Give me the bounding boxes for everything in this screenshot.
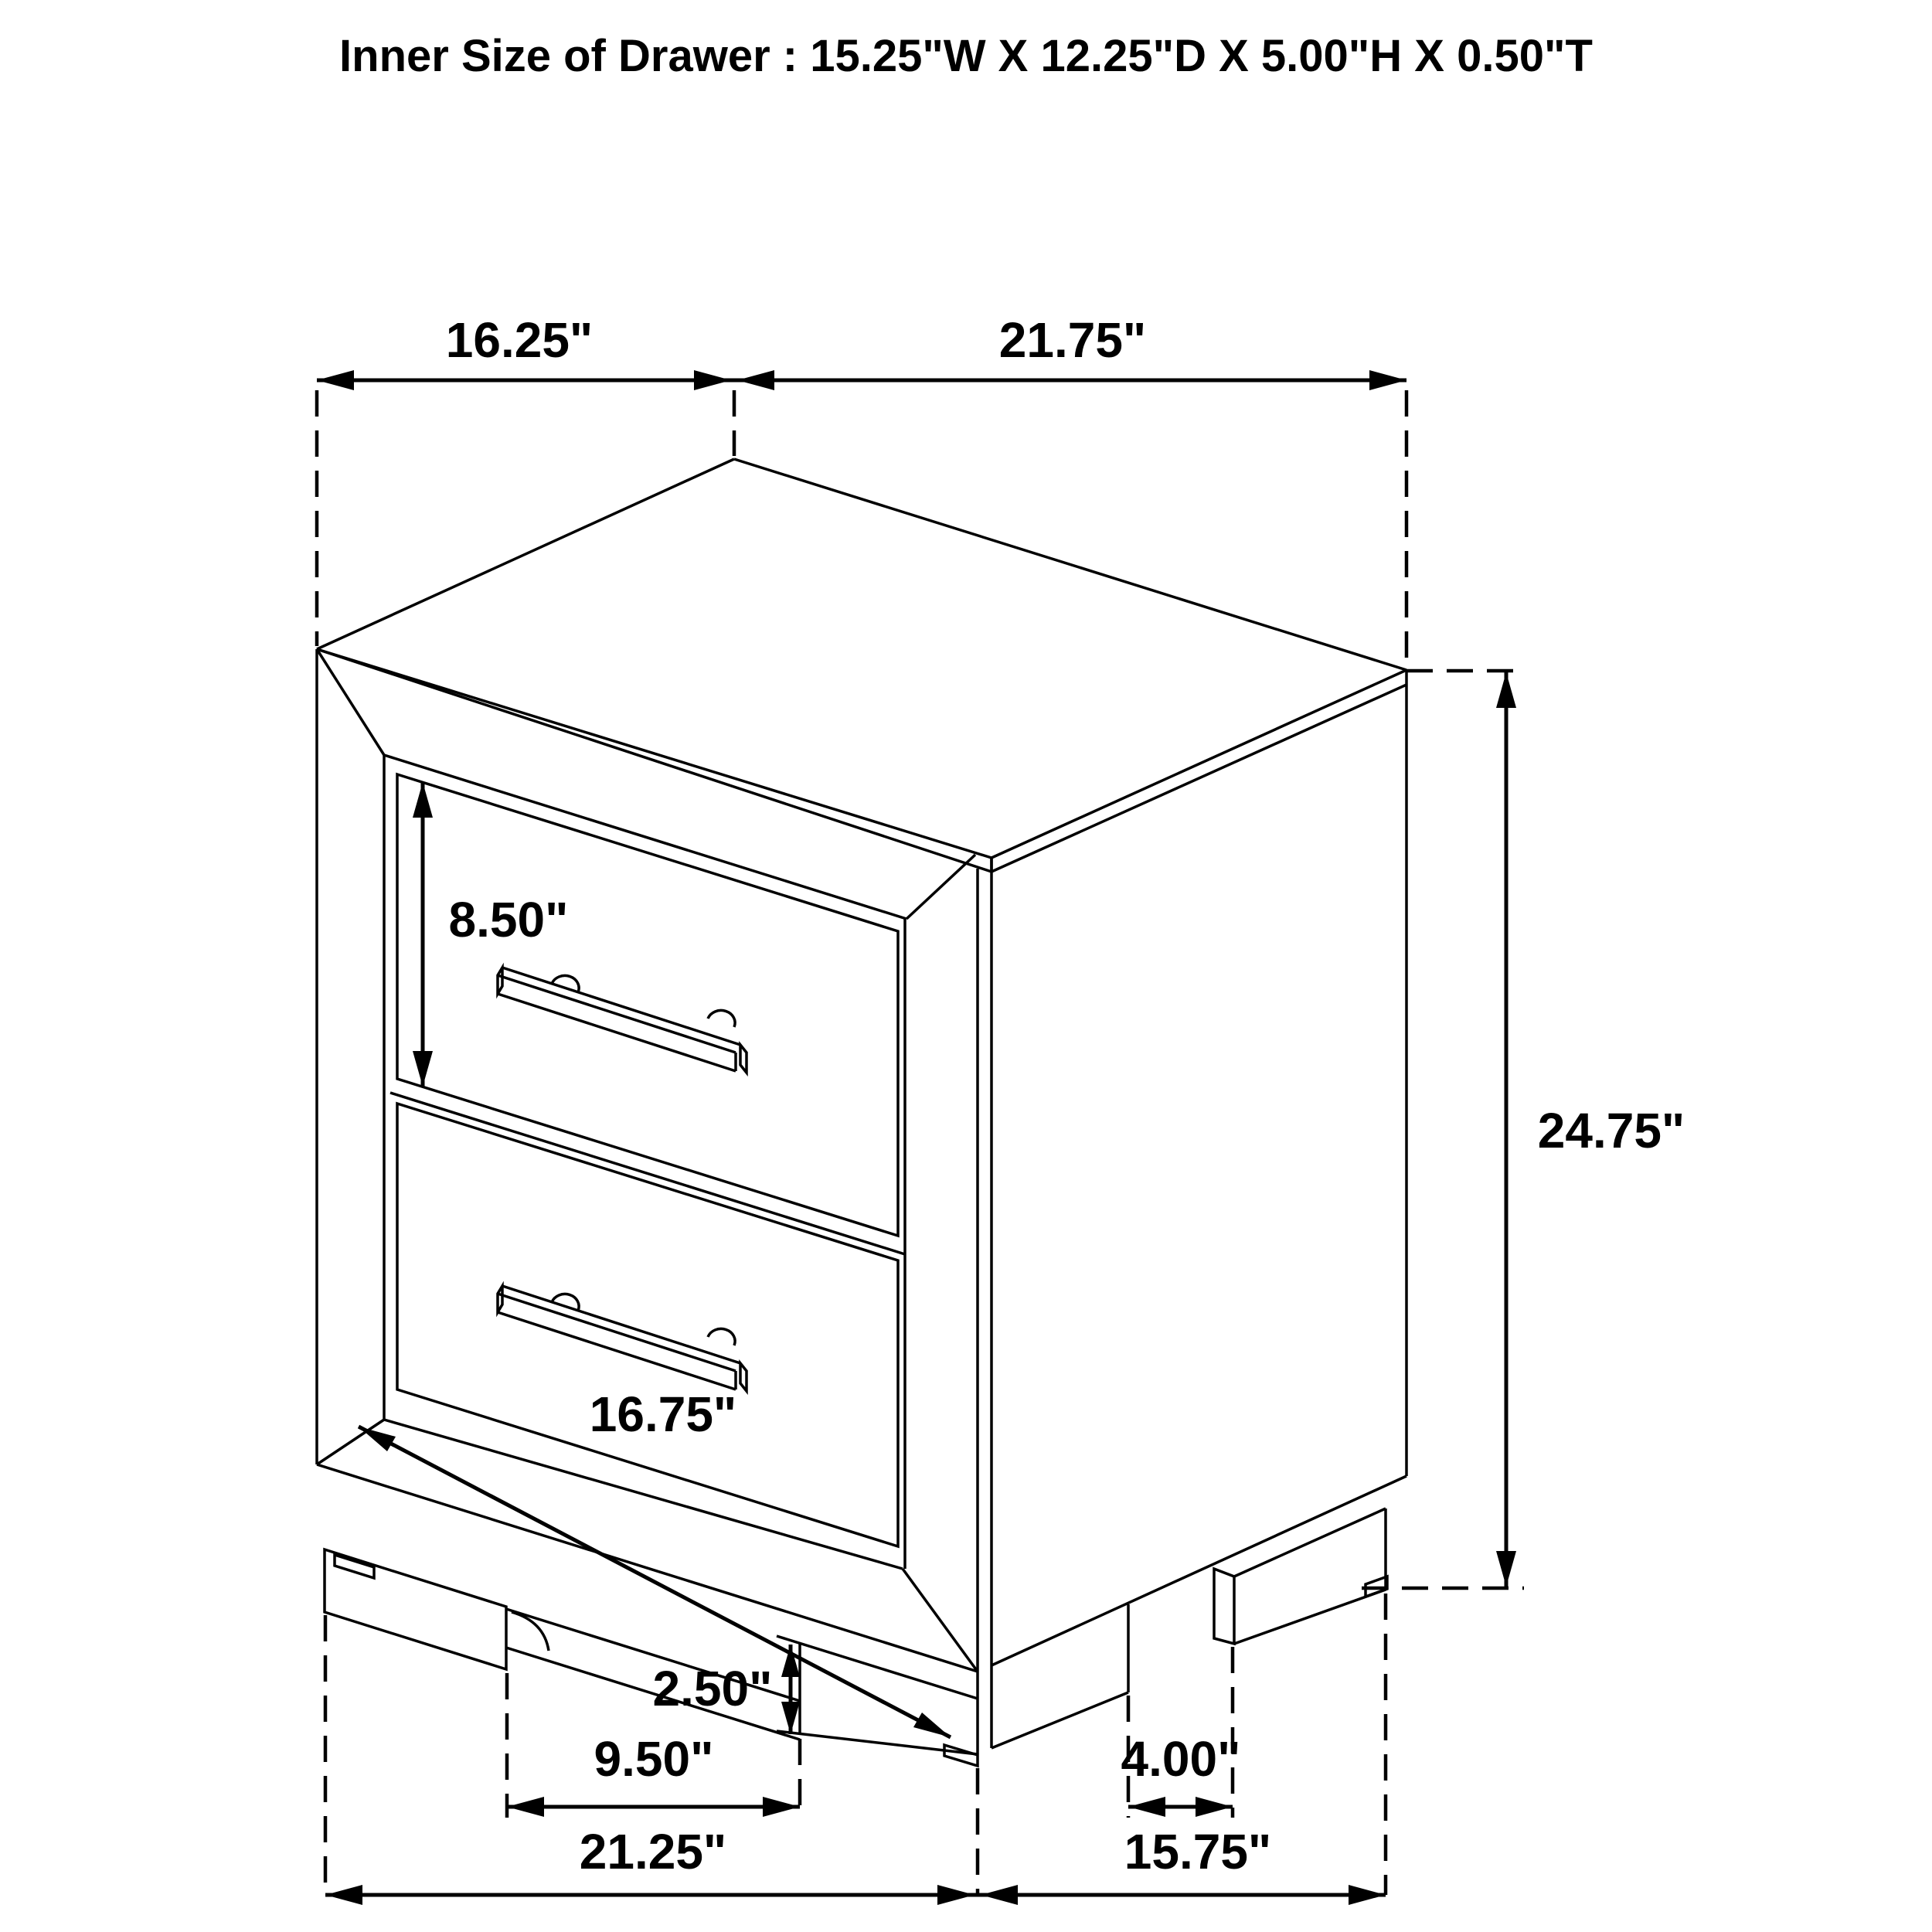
base-and-feet-side (992, 1509, 1387, 1748)
dim-side-feet-gap (1128, 1797, 1233, 1817)
dim-label-drawer-front-height: 8.50" (448, 892, 569, 947)
drawer-front-bottom (397, 1104, 898, 1546)
cabinet-top-surface (317, 459, 1406, 872)
dim-label-base-height: 2.50" (652, 1661, 773, 1716)
drawer-front-top (397, 774, 898, 1236)
dim-label-front-feet-gap: 9.50" (594, 1731, 714, 1787)
drawer-handle-bottom (498, 1286, 747, 1391)
dim-top-row (317, 370, 1406, 390)
dim-label-top-width: 21.75" (998, 312, 1147, 368)
dim-label-floor-side-depth: 15.75" (1124, 1824, 1272, 1879)
dimension-lines (317, 370, 1516, 1905)
dim-label-side-feet-gap: 4.00" (1121, 1731, 1241, 1787)
dim-drawer-height (413, 782, 433, 1087)
dim-label-floor-front-width: 21.25" (579, 1824, 727, 1879)
dim-label-drawer-width: 16.75" (589, 1386, 737, 1442)
dim-label-overall-height: 24.75" (1537, 1103, 1685, 1158)
extension-lines (317, 390, 1524, 1895)
dim-bottom-row (325, 1885, 1386, 1905)
dim-label-top-depth: 16.25" (445, 312, 594, 368)
diagram-title: Inner Size of Drawer : 15.25"W X 12.25"D X 5.00"H X 0.50"T (339, 31, 1593, 81)
dim-front-feet-gap (507, 1797, 800, 1817)
cabinet-side-face (992, 685, 1406, 1665)
drawer-divider-rail (390, 1093, 905, 1254)
drawer-handle-top (498, 968, 747, 1073)
